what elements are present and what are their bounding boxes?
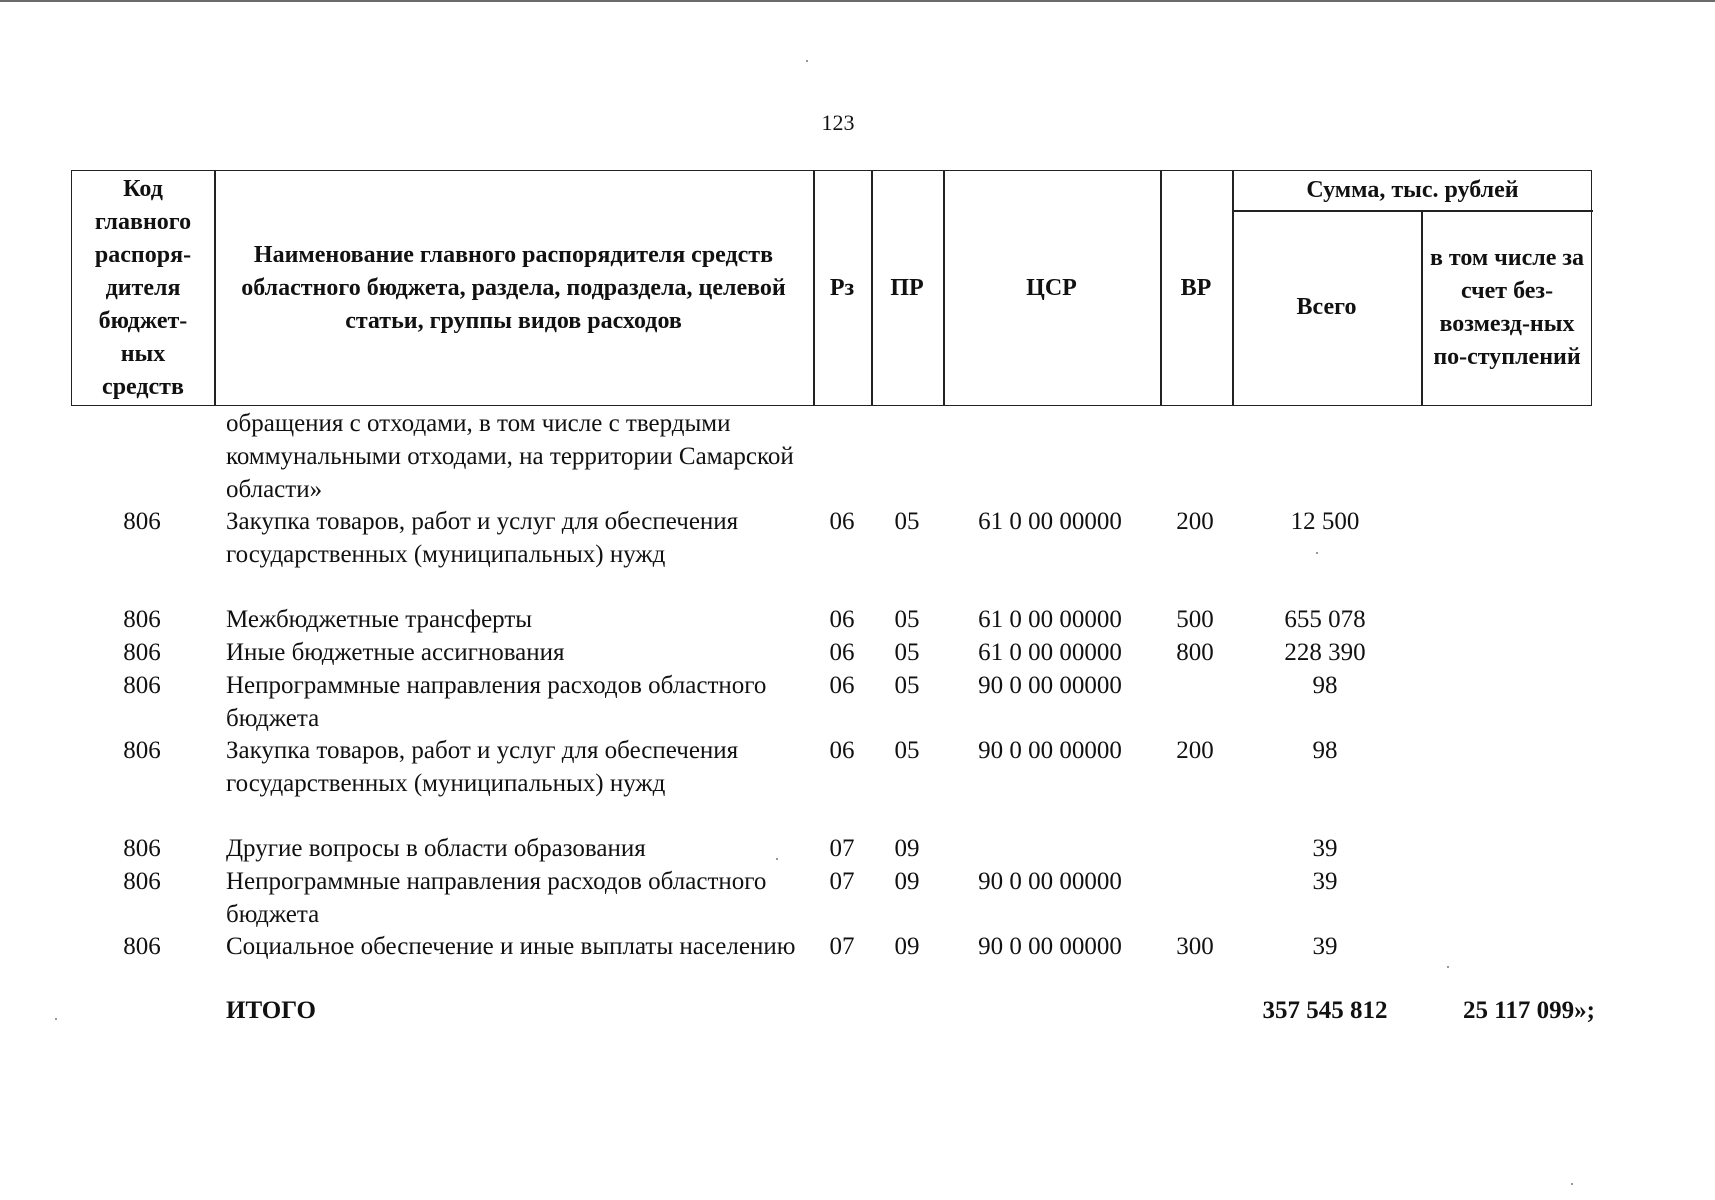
top-border-rule [0,0,1715,2]
cell-name: Иные бюджетные ассигнования [226,639,565,666]
header-rz: Рз [829,274,855,301]
scan-speck [806,60,808,62]
cell-code: 806 [123,508,161,535]
cell-pr: 05 [894,606,920,633]
cell-code: 806 [123,933,161,960]
cell-vr: 200 [1176,508,1214,535]
cell-csr: 61 0 00 00000 [978,639,1122,666]
cell-name: Другие вопросы в области образования [226,835,646,862]
table-header [71,170,1592,406]
header-total: Всего [1296,294,1357,320]
cell-name: Закупка товаров, работ и услуг для обеспечения государственных (муниципальных) нужд [226,508,739,568]
cell-name: Межбюджетные трансферты [226,606,533,633]
header-vr: ВР [1180,274,1212,301]
cell-name: Социальное обеспечение и иные выплаты населению [226,933,796,960]
totals-bezv: 25 117 099»; [1463,997,1595,1024]
cell-vr: 200 [1176,737,1214,764]
cell-csr: 90 0 00 00000 [978,868,1122,895]
cell-vr: 500 [1176,606,1214,633]
cell-pr: 09 [894,835,920,862]
scan-speck [55,1018,57,1020]
cell-total: 655 078 [1284,606,1366,633]
cell-rz: 06 [829,672,855,699]
cell-total: 228 390 [1284,639,1366,666]
scan-speck [1316,552,1318,554]
cell-code: 806 [123,835,161,862]
header-pr: ПР [890,274,924,301]
cell-rz: 06 [829,508,855,535]
cell-total: 12 500 [1290,508,1360,535]
cell-code: 806 [123,606,161,633]
header-name: Наименование главного распорядителя средств областного бюджета, раздела, подраздела, целевой статьи, группы видов расходов [241,241,786,334]
header-bezv: в том числе за счет без-возмезд-ных по-ступлений [1429,244,1585,370]
cell-rz: 07 [829,835,855,862]
cell-pr: 05 [894,508,920,535]
cell-name: Закупка товаров, работ и услуг для обеспечения государственных (муниципальных) нужд [226,737,739,797]
cell-rz: 06 [829,737,855,764]
cell-csr: 90 0 00 00000 [978,672,1122,699]
cell-csr: 61 0 00 00000 [978,606,1122,633]
header-code: Код главного распоря-дителя бюджет-ных средств [94,175,192,400]
cell-csr: 90 0 00 00000 [978,737,1122,764]
cell-pr: 05 [894,737,920,764]
scan-speck [1571,1183,1573,1185]
totals-total: 357 545 812 [1262,997,1388,1024]
cell-vr: 800 [1176,639,1214,666]
header-csr: ЦСР [1026,274,1077,301]
cell-code: 806 [123,737,161,764]
scan-speck [776,858,778,860]
cell-rz: 06 [829,639,855,666]
cell-rz: 07 [829,933,855,960]
cell-total: 98 [1312,737,1338,764]
continuation-text: обращения с отходами, в том числе с твердыми коммунальными отходами, на территории Самарской области» [226,410,794,503]
cell-csr: 61 0 00 00000 [978,508,1122,535]
cell-pr: 05 [894,672,920,699]
totals-label: ИТОГО [226,997,316,1024]
cell-name: Непрограммные направления расходов областного бюджета [226,672,767,732]
cell-rz: 06 [829,606,855,633]
cell-code: 806 [123,639,161,666]
cell-code: 806 [123,672,161,699]
cell-vr: 300 [1176,933,1214,960]
cell-code: 806 [123,868,161,895]
cell-name: Непрограммные направления расходов областного бюджета [226,868,767,928]
cell-total: 98 [1312,672,1338,699]
cell-pr: 09 [894,868,920,895]
cell-csr: 90 0 00 00000 [978,933,1122,960]
cell-total: 39 [1312,933,1338,960]
cell-total: 39 [1312,868,1338,895]
cell-pr: 09 [894,933,920,960]
cell-rz: 07 [829,868,855,895]
cell-total: 39 [1312,835,1338,862]
cell-pr: 05 [894,639,920,666]
scan-speck [1447,966,1449,968]
header-sum: Сумма, тыс. рублей [1306,177,1519,203]
